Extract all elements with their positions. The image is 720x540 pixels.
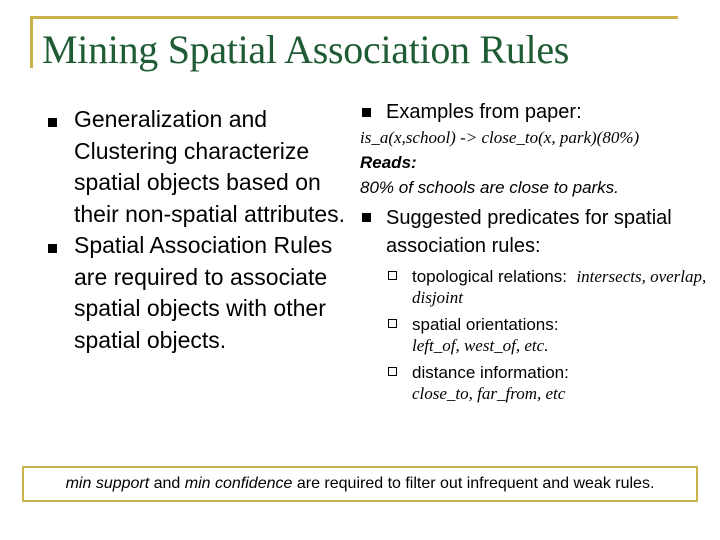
sub-item-label: topological relations: [412, 267, 567, 286]
left-bullet-text: Generalization and Clustering characterize spatial objects based on their non-spatial attributes. [74, 106, 346, 227]
sub-item-label: spatial orientations: [412, 315, 559, 334]
sub-item-examples: left_of, west_of, etc. [412, 336, 549, 355]
hollow-square-bullet-icon [388, 319, 397, 328]
reads-text: 80% of schools are close to parks. [360, 178, 619, 197]
left-bullet-2 [48, 230, 348, 356]
square-bullet-icon [48, 244, 57, 253]
left-column [48, 104, 348, 356]
slide-title: Mining Spatial Association Rules [42, 27, 570, 72]
sub-item-examples: close_to, far_from, etc [412, 384, 566, 403]
sub-item-orientations [360, 314, 710, 356]
square-bullet-icon [362, 108, 371, 117]
reads-label: Reads: [360, 153, 417, 172]
sub-item-label: distance information: [412, 363, 569, 382]
sub-item-distance [360, 362, 710, 404]
footer-note-box [22, 466, 698, 502]
predicates-bullet [360, 204, 710, 260]
examples-bullet [360, 98, 710, 126]
footer-term-confidence: min confidence [184, 475, 293, 492]
footer-text: are required to filter out infrequent and weak rules. [292, 475, 655, 492]
sub-item-topological [360, 266, 710, 308]
left-bullet-1 [48, 104, 348, 230]
right-column [360, 98, 710, 404]
hollow-square-bullet-icon [388, 367, 397, 376]
hollow-square-bullet-icon [388, 271, 397, 280]
title-frame-left [30, 16, 33, 68]
sub-item-examples: intersects, overlap, disjoint [412, 267, 707, 307]
square-bullet-icon [48, 118, 57, 127]
footer-text: and [149, 475, 185, 492]
square-bullet-icon [362, 213, 371, 222]
examples-heading: Examples from paper: [386, 101, 582, 123]
left-bullet-text: Spatial Association Rules are required to associate spatial objects with other spatial objects. [74, 232, 333, 353]
footer-term-support: min support [65, 475, 150, 492]
predicates-heading: Suggested predicates for spatial association rules: [386, 207, 672, 257]
title-frame-top [30, 16, 678, 19]
example-rule: is_a(x,school) -> close_to(x, park)(80%) [360, 128, 640, 147]
